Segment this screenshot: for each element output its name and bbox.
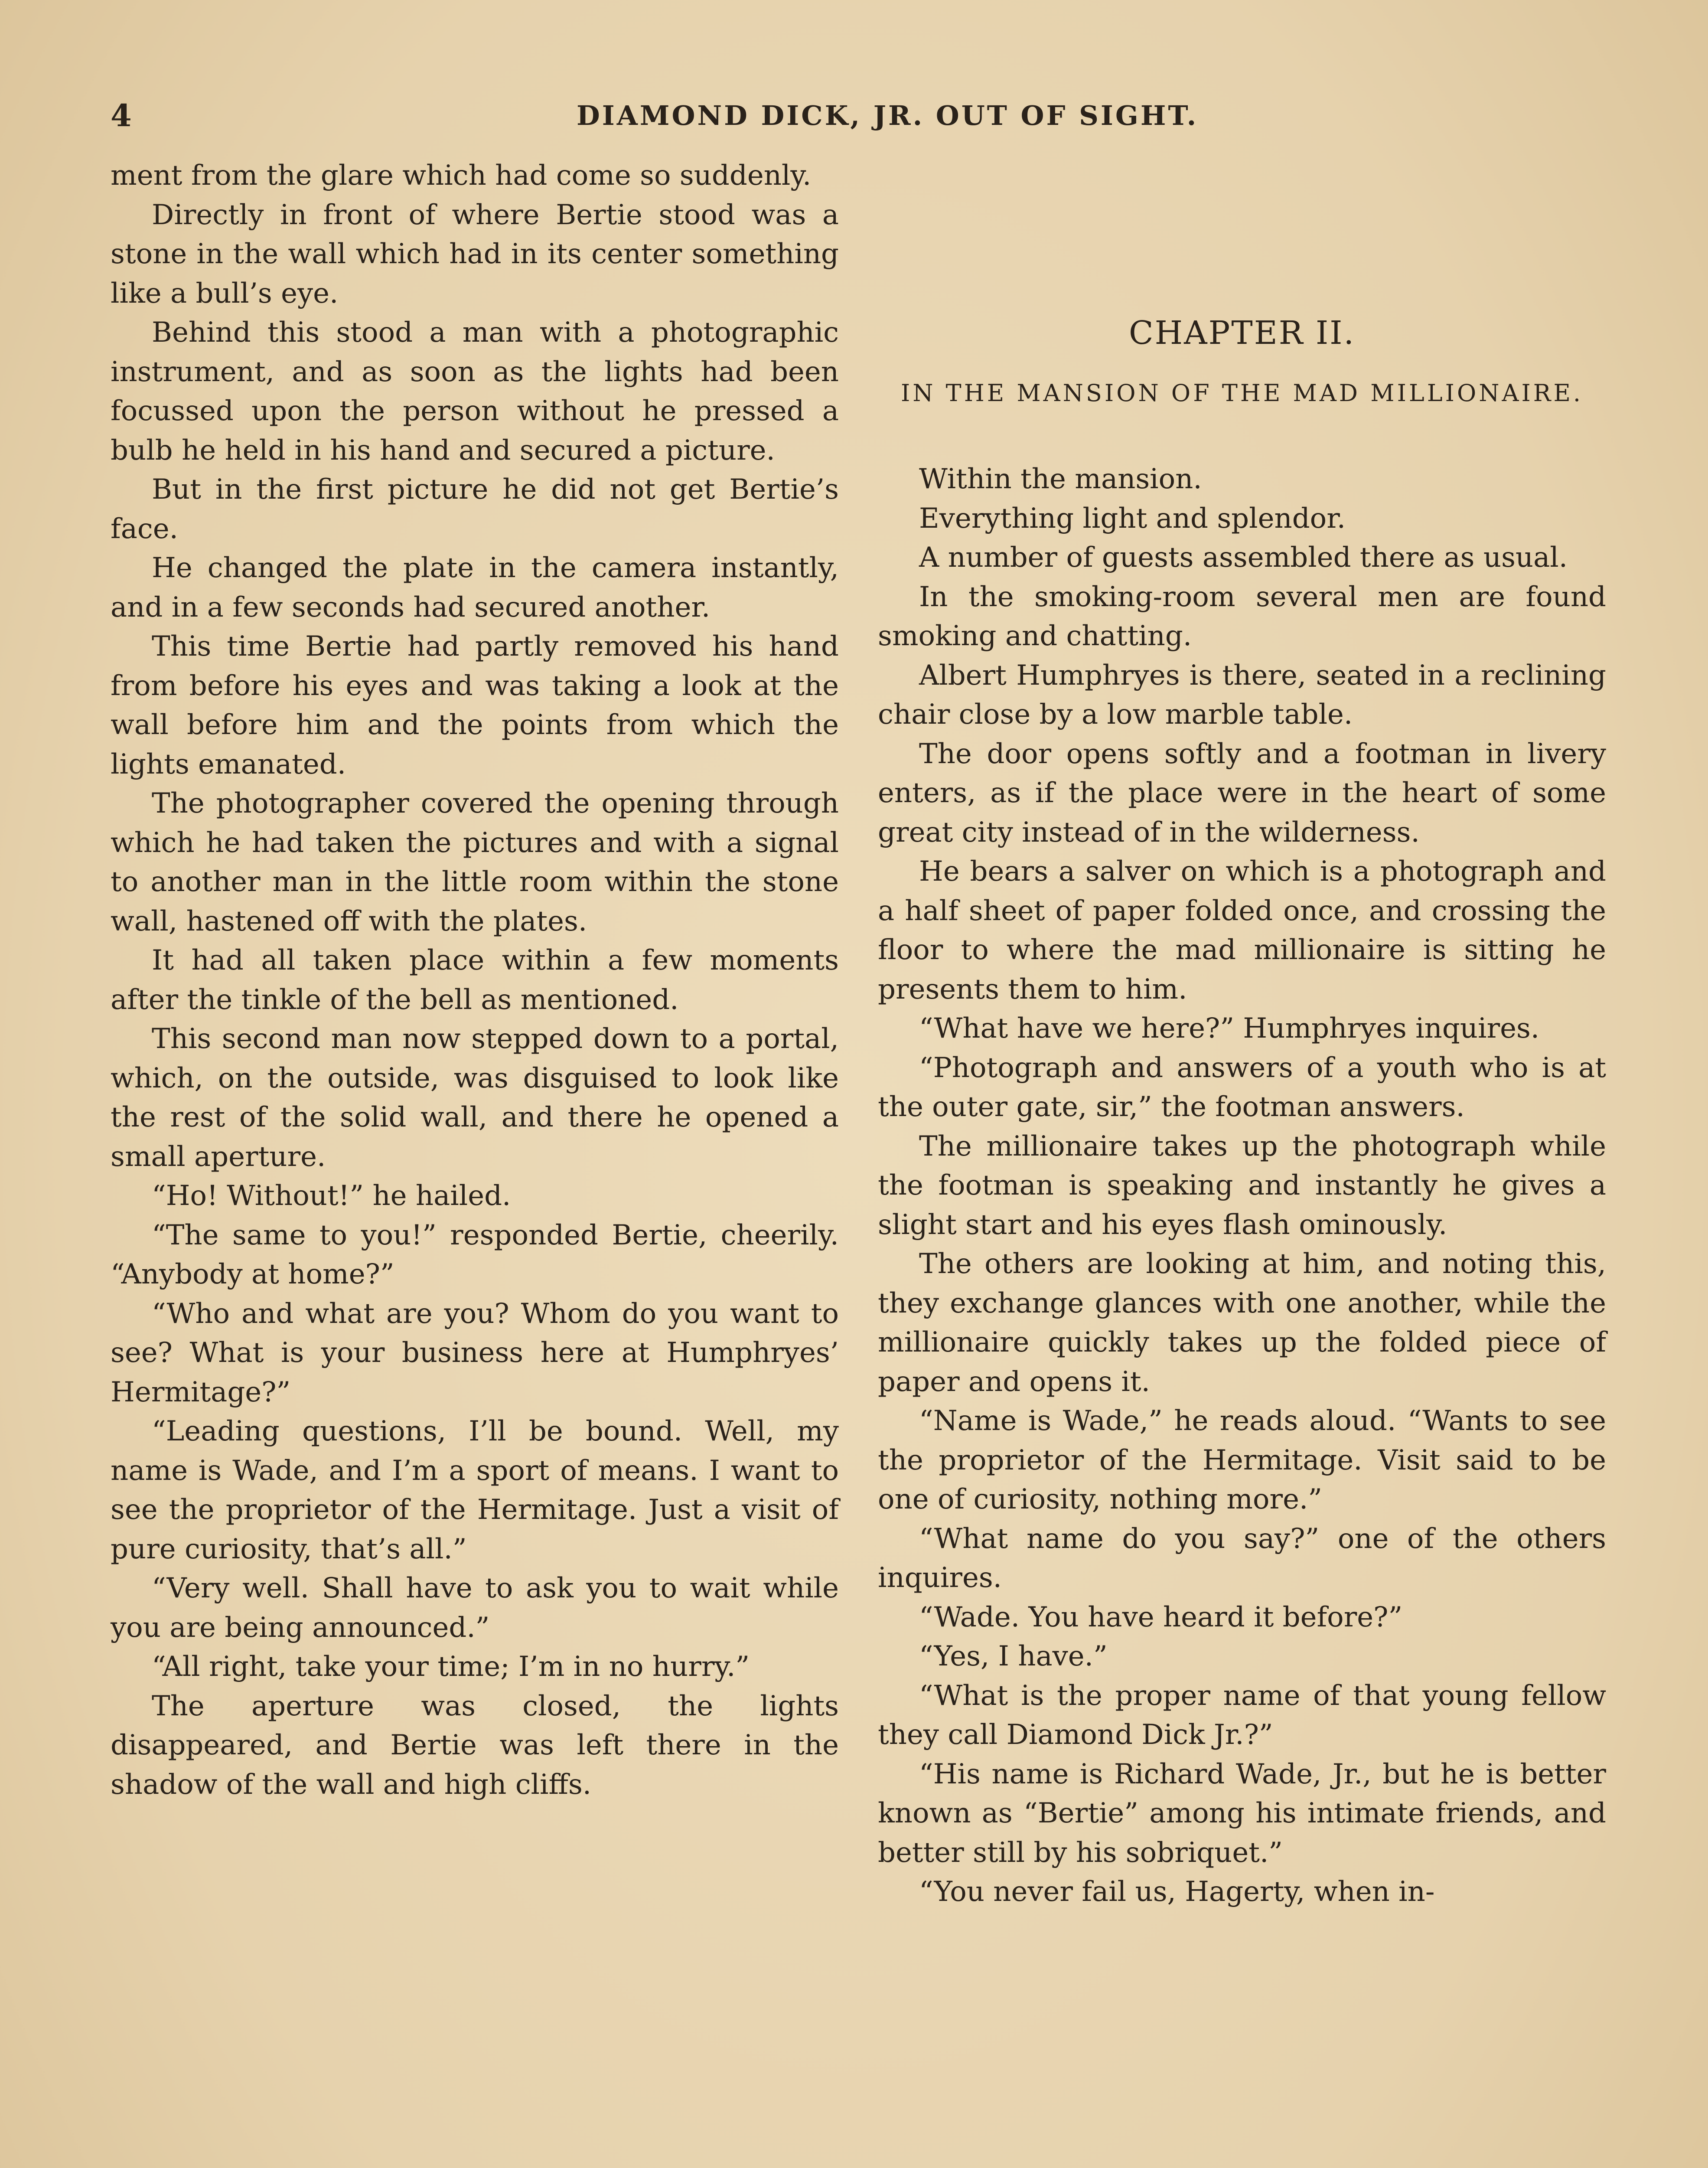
running-head: DIAMOND DICK, JR. OUT OF SIGHT. <box>577 100 1199 131</box>
paragraph: “Name is Wade,” he reads aloud. “Wants to see the proprietor of the Hermitage. Visit said to be one of curiosity, nothing more.” <box>878 1405 1606 1515</box>
paragraph: Everything light and splendor. <box>919 502 1346 535</box>
paragraph: He bears a salver on which is a photograph and a half sheet of paper folded once, and crossing the floor to where the mad millionaire is sitting he presents them to him. <box>878 855 1606 1006</box>
paragraph: Within the mansion. <box>919 463 1202 495</box>
chapter-heading <box>878 314 1606 411</box>
chapter-title: CHAPTER II. <box>1129 314 1355 352</box>
paragraph: He changed the plate in the camera instantly, and in a few seconds had secured another. <box>111 552 839 624</box>
paragraph: The photographer covered the opening through which he had taken the pictures and with a signal to another man in the little room within the stone wall, hastened off with the plates. <box>111 787 839 937</box>
paragraph: “Wade. You have heard it before?” <box>919 1601 1403 1633</box>
paragraph: “Yes, I have.” <box>919 1640 1108 1672</box>
paragraph: “Who and what are you? Whom do you want to see? What is your business here at Humphryes’ Hermitage?” <box>111 1297 839 1408</box>
right-column <box>878 460 1606 1912</box>
paragraph: “Leading questions, I’ll be bound. Well, my name is Wade, and I’m a sport of means. I want to see the proprietor of the Hermitage. Just a visit of pure curiosity, that’s all.” <box>111 1415 839 1565</box>
paragraph: This second man now stepped down to a portal, which, on the outside, was disguised to look like the rest of the solid wall, and there he opened a small aperture. <box>111 1023 839 1173</box>
paragraph: Behind this stood a man with a photographic instrument, and as soon as the lights had been focussed upon the person without he pressed a bulb he held in his hand and secured a picture. <box>111 317 839 467</box>
paragraph: “The same to you!” responded Bertie, cheerily. “Anybody at home?” <box>111 1219 839 1290</box>
paragraph: “Ho! Without!” he hailed. <box>152 1180 511 1212</box>
paragraph: ment from the glare which had come so suddenly. <box>111 160 812 192</box>
paragraph: Directly in front of where Bertie stood was a stone in the wall which had in its center something like a bull’s eye. <box>111 199 839 310</box>
page-header <box>0 98 1708 145</box>
paragraph: In the smoking-room several men are found smoking and chatting. <box>878 581 1606 652</box>
left-column <box>111 156 839 1804</box>
paragraph: But in the first picture he did not get Bertie’s face. <box>111 473 839 545</box>
paragraph: “What is the proper name of that young fellow they call Diamond Dick Jr.?” <box>878 1679 1606 1751</box>
paragraph: “All right, take your time; I’m in no hurry.” <box>152 1651 750 1683</box>
paragraph: Albert Humphryes is there, seated in a reclining chair close by a low marble table. <box>878 659 1606 731</box>
paragraph: “Photograph and answers of a youth who is at the outer gate, sir,” the footman answers. <box>878 1051 1606 1123</box>
paragraph: “Very well. Shall have to ask you to wait while you are being announced.” <box>111 1572 839 1644</box>
paragraph: The others are looking at him, and noting this, they exchange glances with one another, while the millionaire quickly takes up the folded piece of paper and opens it. <box>878 1248 1606 1398</box>
page-number: 4 <box>111 98 132 134</box>
paragraph: “What name do you say?” one of the others inquires. <box>878 1522 1606 1594</box>
paragraph: “You never fail us, Hagerty, when in- <box>919 1876 1435 1908</box>
paragraph: This time Bertie had partly removed his hand from before his eyes and was taking a look at the wall before him and the points from which the lights emanated. <box>111 630 839 780</box>
paragraph: A number of guests assembled there as usual. <box>919 542 1568 574</box>
chapter-subtitle: IN THE MANSION OF THE MAD MILLIONAIRE. <box>900 379 1584 407</box>
paragraph: The millionaire takes up the photograph while the footman is speaking and instantly he gives a slight start and his eyes flash ominously. <box>878 1130 1606 1241</box>
paragraph: The aperture was closed, the lights disappeared, and Bertie was left there in the shadow of the wall and high cliffs. <box>111 1690 839 1801</box>
paragraph: It had all taken place within a few moments after the tinkle of the bell as mentioned. <box>111 944 839 1016</box>
paragraph: “What have we here?” Humphryes inquires. <box>919 1012 1540 1045</box>
paragraph: The door opens softly and a footman in livery enters, as if the place were in the heart of some great city instead of in the wilderness. <box>878 738 1606 849</box>
paragraph: “His name is Richard Wade, Jr., but he is better known as “Bertie” among his intimate friends, and better still by his sobriquet.” <box>878 1758 1606 1869</box>
